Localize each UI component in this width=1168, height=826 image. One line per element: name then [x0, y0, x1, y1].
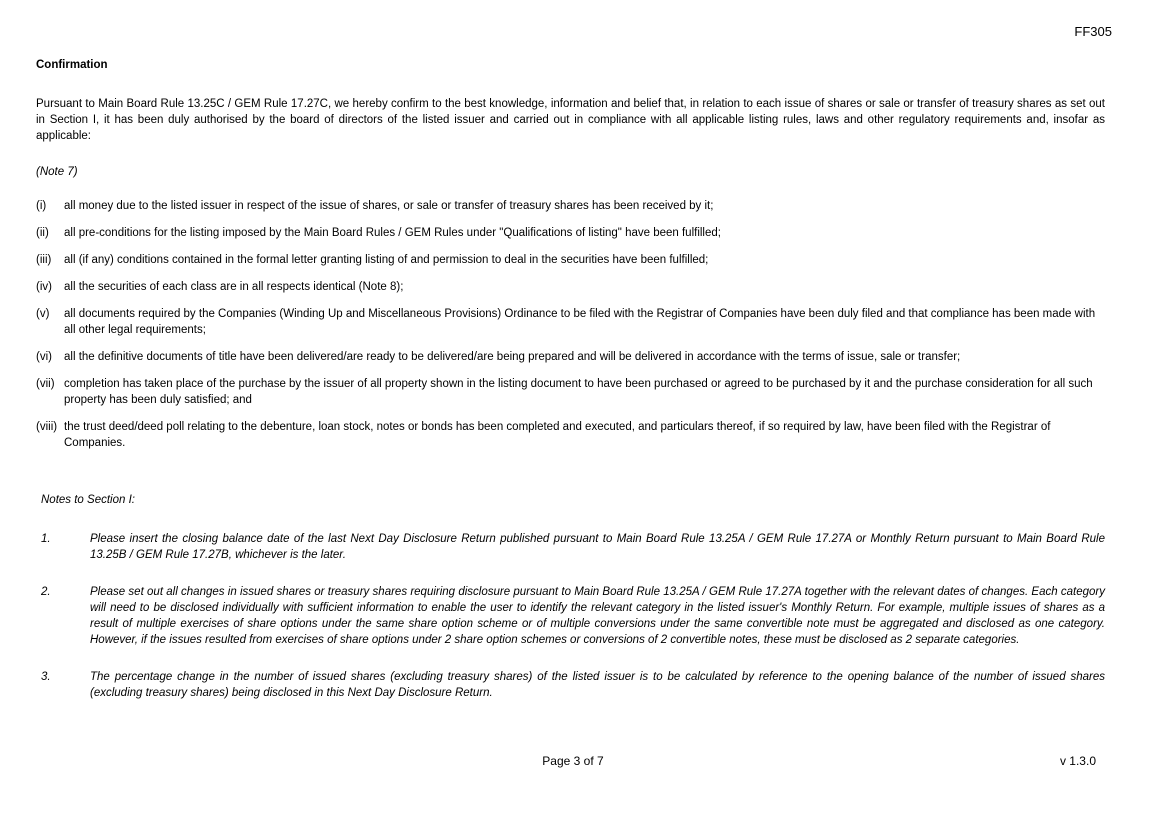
item-number: (viii)	[36, 421, 58, 433]
item-text: all (if any) conditions contained in the formal letter granting listing of and permission to deal in the securities have been fulfilled;	[64, 254, 709, 266]
confirmation-item	[36, 376, 1105, 408]
item-number: (iii)	[36, 254, 52, 266]
notes-title: Notes to Section I:	[41, 494, 135, 506]
item-number: (i)	[36, 200, 47, 212]
version-label: v 1.3.0	[1059, 754, 1096, 768]
note-item	[41, 669, 1105, 701]
item-text: all documents required by the Companies (Winding Up and Miscellaneous Provisions) Ordinance to be filed with the Registrar of Companies have been duly filed and that compliance has been made with all other legal requirements;	[64, 308, 1096, 336]
section-heading: Confirmation	[36, 59, 108, 71]
item-number: (vii)	[36, 378, 55, 390]
note-item	[41, 531, 1105, 563]
note-text: The percentage change in the number of issued shares (excluding treasury shares) of the listed issuer is to be calculated by reference to the opening balance of the number of issued shares (excluding treasury shares) being disclosed in this Next Day Disclosure Return.	[90, 671, 1105, 699]
item-text: completion has taken place of the purchase by the issuer of all property shown in the listing document to have been purchased or agreed to be purchased by it and the purchase consideration for all such property has been duly satisfied; and	[64, 378, 1093, 406]
item-text: all the definitive documents of title have been delivered/are ready to be delivered/are being prepared and will be delivered in accordance with the terms of issue, sale or transfer;	[64, 351, 961, 363]
note-reference: (Note 7)	[36, 166, 78, 178]
confirmation-item	[36, 279, 1105, 295]
item-number: (v)	[36, 308, 50, 320]
item-text: all the securities of each class are in all respects identical (Note 8);	[64, 281, 404, 293]
note-number: 3.	[41, 671, 51, 683]
note-item	[41, 584, 1105, 648]
confirmation-item	[36, 306, 1105, 338]
item-number: (ii)	[36, 227, 49, 239]
confirmation-item	[36, 252, 1105, 268]
form-code: FF305	[1074, 24, 1112, 39]
item-number: (iv)	[36, 281, 52, 293]
item-text: all pre-conditions for the listing imposed by the Main Board Rules / GEM Rules under "Qualifications of listing" have been fulfilled;	[64, 227, 721, 239]
confirmation-paragraph: Pursuant to Main Board Rule 13.25C / GEM Rule 17.27C, we hereby confirm to the best knowledge, information and belief that, in relation to each issue of shares or sale or transfer of treasury shares as set out in Section I, it has been duly authorised by the board of directors of the listed issuer and carried out in compliance with all applicable listing rules, laws and other regulatory requirements and, insofar as applicable:	[36, 98, 1105, 142]
confirmation-item	[36, 225, 1105, 241]
confirmation-item	[36, 419, 1105, 451]
item-number: (vi)	[36, 351, 52, 363]
note-text: Please set out all changes in issued shares or treasury shares requiring disclosure pursuant to Main Board Rule 13.25A / GEM Rule 17.27A together with the relevant dates of changes. Each category will need to be disclosed individually with sufficient information to enable the user to identify the relevant category in the listed issuer's Monthly Return. For example, multiple issues of shares as a result of multiple exercises of share options under the same share option scheme or of multiple conversions under the same convertible note must be aggregated and disclosed as one category. However, if the issues resulted from exercises of share options under 2 share option schemes or conversions of 2 convertible notes, these must be disclosed as 2 separate categories.	[90, 586, 1105, 646]
note-number: 2.	[41, 586, 51, 598]
item-text: the trust deed/deed poll relating to the debenture, loan stock, notes or bonds has been completed and executed, and particulars thereof, if so required by law, have been filed with the Registrar of Companies.	[64, 421, 1051, 449]
confirmation-items	[36, 198, 1105, 462]
confirmation-item	[36, 198, 1105, 214]
note-text: Please insert the closing balance date of the last Next Day Disclosure Return published pursuant to Main Board Rule 13.25A / GEM Rule 17.27A or Monthly Return pursuant to Main Board Rule 13.25B / GEM Rule 17.27B, whichever is the later.	[90, 533, 1105, 561]
confirmation-item	[36, 349, 1105, 365]
note-number: 1.	[41, 533, 51, 545]
notes-list	[41, 531, 1105, 722]
item-text: all money due to the listed issuer in respect of the issue of shares, or sale or transfer of treasury shares has been received by it;	[64, 200, 714, 212]
page-number: Page 3 of 7	[542, 754, 604, 768]
